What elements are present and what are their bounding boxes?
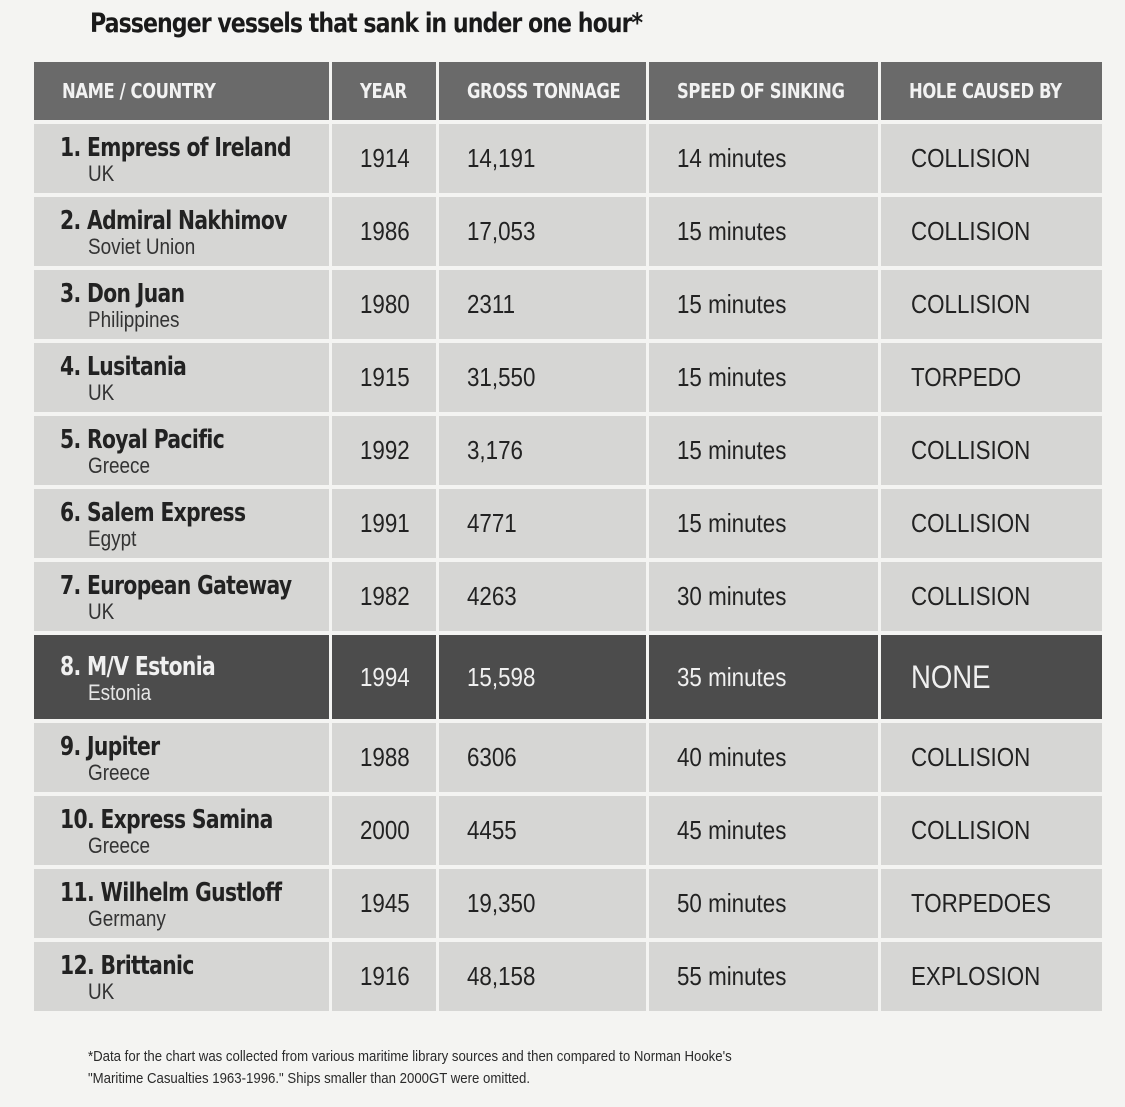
header-row	[34, 62, 1102, 124]
tonnage-cell: 4263	[439, 562, 649, 635]
ship-name: 9. Jupiter	[60, 732, 160, 762]
ship-country: Greece	[88, 833, 151, 858]
header-name-country: NAME / COUNTRY	[34, 62, 332, 124]
year-cell: 1986	[332, 197, 439, 270]
ship-name: 8. M/V Estonia	[60, 651, 216, 682]
year-cell: 1988	[332, 723, 439, 796]
ship-cell	[34, 869, 332, 942]
cause-cell: COLLISION	[881, 723, 1102, 796]
ship-country: UK	[88, 599, 115, 624]
ship-name: 6. Salem Express	[60, 498, 246, 528]
tonnage-cell: 15,598	[439, 635, 649, 723]
tonnage-cell: 3,176	[439, 416, 649, 489]
ship-country: Estonia	[88, 679, 152, 705]
header-gross-tonnage: GROSS TONNAGE	[439, 62, 649, 124]
header-hole-caused-by: HOLE CAUSED BY	[881, 62, 1102, 124]
ship-name: 5. Royal Pacific	[60, 425, 225, 455]
tonnage-cell: 17,053	[439, 197, 649, 270]
ship-name: 1. Empress of Ireland	[60, 133, 291, 163]
ship-country: UK	[88, 380, 115, 405]
speed-cell: 50 minutes	[649, 869, 881, 942]
year-cell: 1915	[332, 343, 439, 416]
ship-country: Greece	[88, 760, 151, 785]
cause-cell: COLLISION	[881, 489, 1102, 562]
ship-country: Egypt	[88, 526, 137, 551]
speed-cell: 15 minutes	[649, 270, 881, 343]
speed-cell: 35 minutes	[649, 635, 881, 723]
tonnage-cell: 6306	[439, 723, 649, 796]
tonnage-cell: 4455	[439, 796, 649, 869]
speed-cell: 15 minutes	[649, 197, 881, 270]
speed-cell: 15 minutes	[649, 489, 881, 562]
tonnage-cell: 4771	[439, 489, 649, 562]
ship-cell	[34, 416, 332, 489]
cause-cell: TORPEDOES	[881, 869, 1102, 942]
ship-name: 7. European Gateway	[60, 571, 292, 601]
cause-cell: TORPEDO	[881, 343, 1102, 416]
table-row	[34, 796, 1102, 869]
year-cell: 1982	[332, 562, 439, 635]
header-year: YEAR	[332, 62, 439, 124]
year-cell: 1980	[332, 270, 439, 343]
ship-cell	[34, 635, 332, 723]
ship-name: 4. Lusitania	[60, 352, 187, 382]
table-row	[34, 270, 1102, 343]
table-row	[34, 723, 1102, 796]
ship-cell	[34, 489, 332, 562]
ship-country: UK	[88, 979, 115, 1004]
cause-cell: COLLISION	[881, 197, 1102, 270]
year-cell: 1991	[332, 489, 439, 562]
speed-cell: 15 minutes	[649, 416, 881, 489]
cause-cell: NONE	[881, 635, 1102, 723]
tonnage-cell: 14,191	[439, 124, 649, 197]
speed-cell: 15 minutes	[649, 343, 881, 416]
ship-cell	[34, 562, 332, 635]
table-row	[34, 124, 1102, 197]
speed-cell: 30 minutes	[649, 562, 881, 635]
cause-cell: COLLISION	[881, 796, 1102, 869]
speed-cell: 14 minutes	[649, 124, 881, 197]
table-row	[34, 416, 1102, 489]
table-row	[34, 562, 1102, 635]
year-cell: 1945	[332, 869, 439, 942]
tonnage-cell: 2311	[439, 270, 649, 343]
ship-cell	[34, 343, 332, 416]
ship-cell	[34, 942, 332, 1015]
ship-country: Philippines	[88, 307, 180, 332]
year-cell: 2000	[332, 796, 439, 869]
ship-name: 2. Admiral Nakhimov	[60, 206, 287, 236]
ship-country: Greece	[88, 453, 151, 478]
year-cell: 1992	[332, 416, 439, 489]
ship-country: Germany	[88, 906, 166, 931]
year-cell: 1914	[332, 124, 439, 197]
table-row	[34, 942, 1102, 1015]
footnote-line-1: *Data for the chart was collected from various maritime library sources and then compared to Norman Hooke's	[88, 1048, 732, 1065]
cause-cell: EXPLOSION	[881, 942, 1102, 1015]
ship-cell	[34, 270, 332, 343]
table-row	[34, 343, 1102, 416]
table-row	[34, 489, 1102, 562]
table-row	[34, 635, 1102, 723]
speed-cell: 45 minutes	[649, 796, 881, 869]
cause-cell: COLLISION	[881, 562, 1102, 635]
tonnage-cell: 31,550	[439, 343, 649, 416]
table-row	[34, 869, 1102, 942]
ship-country: Soviet Union	[88, 234, 196, 259]
vessels-table	[34, 62, 1102, 1015]
ship-cell	[34, 124, 332, 197]
tonnage-cell: 48,158	[439, 942, 649, 1015]
table-title: Passenger vessels that sank in under one hour*	[90, 8, 643, 39]
table-row	[34, 197, 1102, 270]
year-cell: 1916	[332, 942, 439, 1015]
ship-name: 3. Don Juan	[60, 279, 185, 309]
ship-country: UK	[88, 161, 115, 186]
footnote-line-2: "Maritime Casualties 1963-1996." Ships smaller than 2000GT were omitted.	[88, 1070, 531, 1087]
cause-cell: COLLISION	[881, 270, 1102, 343]
ship-cell	[34, 796, 332, 869]
footnote	[88, 1046, 732, 1090]
speed-cell: 40 minutes	[649, 723, 881, 796]
speed-cell: 55 minutes	[649, 942, 881, 1015]
ship-name: 10. Express Samina	[60, 805, 273, 835]
ship-cell	[34, 723, 332, 796]
cause-cell: COLLISION	[881, 416, 1102, 489]
ship-cell	[34, 197, 332, 270]
header-speed-of-sinking: SPEED OF SINKING	[649, 62, 881, 124]
cause-cell: COLLISION	[881, 124, 1102, 197]
tonnage-cell: 19,350	[439, 869, 649, 942]
year-cell: 1994	[332, 635, 439, 723]
ship-name: 12. Brittanic	[60, 951, 194, 981]
ship-name: 11. Wilhelm Gustloff	[60, 878, 282, 908]
